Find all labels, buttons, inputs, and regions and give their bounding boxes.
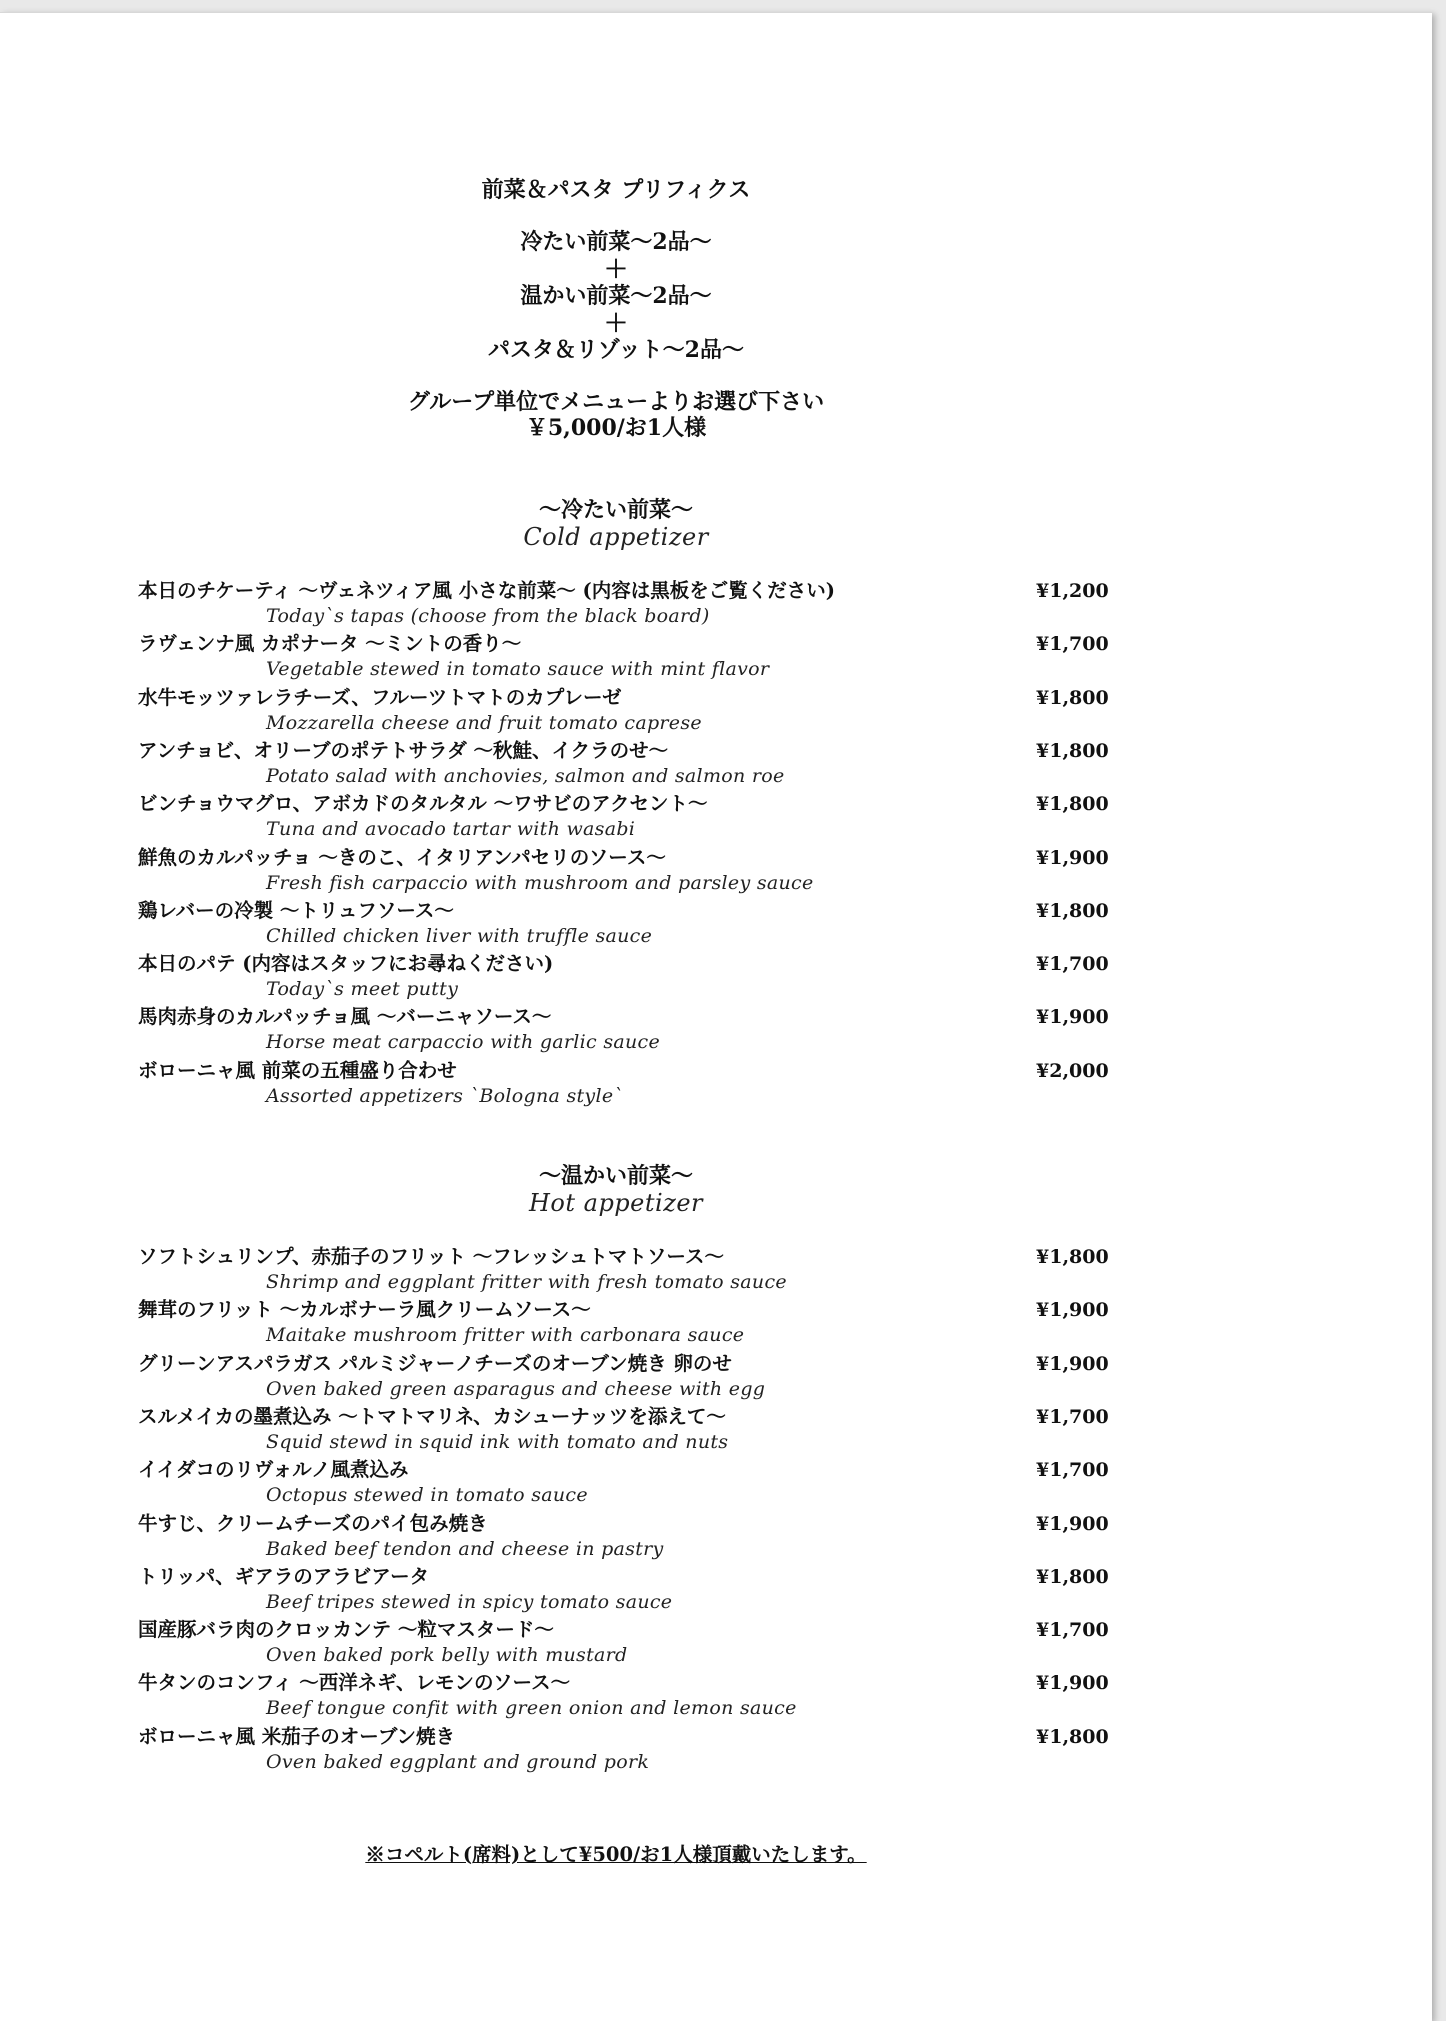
menu-item <box>138 1351 1109 1404</box>
menu-item-english: Beef tripes stewed in spicy tomato sauce <box>266 1590 673 1613</box>
menu-item-name: イイダコのリヴォルノ風煮込み <box>138 1458 409 1482</box>
menu-item <box>138 685 1109 738</box>
menu-item-name: スルメイカの墨煮込み ～トマトマリネ、カシューナッツを添えて～ <box>138 1404 726 1428</box>
menu-item-price: ¥1,800 <box>1036 686 1109 709</box>
menu-item-english: Baked beef tendon and cheese in pastry <box>266 1537 664 1560</box>
menu-item-english: Today`s tapas (choose from the black board) <box>266 605 710 627</box>
menu-item <box>138 791 1109 844</box>
menu-item-english: Squid stewd in squid ink with tomato and nuts <box>266 1430 729 1453</box>
menu-item-name: 国産豚バラ肉のクロッカンテ ～粒マスタード～ <box>138 1618 554 1642</box>
menu-item-name: アンチョビ、オリーブのポテトサラダ ～秋鮭、イクラのせ～ <box>138 738 669 762</box>
menu-item-price: ¥1,900 <box>1036 1672 1109 1695</box>
menu-item-name: 本日のチケーティ ～ヴェネツィア風 小さな前菜～ (内容は黒板をご覧ください) <box>138 579 835 602</box>
menu-item-english: Octopus stewed in tomato sauce <box>266 1484 588 1507</box>
cover-charge-note: ※コペルト(席料)として¥500/お1人様頂戴いたします。 <box>365 1843 867 1866</box>
menu-item-price: ¥1,700 <box>1036 1405 1109 1428</box>
menu-item-english: Today`s meet putty <box>266 978 459 1001</box>
menu-item-price: ¥1,800 <box>1036 1725 1109 1748</box>
menu-item-english: Oven baked pork belly with mustard <box>266 1644 628 1667</box>
menu-item-price: ¥1,700 <box>1036 1459 1109 1482</box>
course-price: ￥5,000/お1人様 <box>525 415 707 441</box>
cold-section-subtitle: Cold appetizer <box>523 523 709 551</box>
menu-item-name: 本日のパテ (内容はスタッフにお尋ねください) <box>138 952 554 976</box>
menu-item-price: ¥1,700 <box>1036 633 1109 656</box>
menu-item-name: ボローニャ風 前菜の五種盛り合わせ <box>138 1058 457 1082</box>
menu-item-name: 牛タンのコンフィ ～西洋ネギ、レモンのソース～ <box>138 1671 571 1695</box>
menu-item-price: ¥1,900 <box>1036 1006 1109 1029</box>
cold-section-title: ～冷たい前菜～ <box>538 497 693 523</box>
menu-item-name: グリーンアスパラガス パルミジャーノチーズのオーブン焼き 卵のせ <box>138 1351 732 1375</box>
menu-item-price: ¥1,700 <box>1036 1619 1109 1642</box>
menu-item-name: ボローニャ風 米茄子のオーブン焼き <box>138 1724 456 1748</box>
menu-item <box>138 1670 1109 1723</box>
course-line-cold: 冷たい前菜～2品～ <box>520 229 712 255</box>
menu-item-price: ¥1,900 <box>1036 1299 1109 1322</box>
menu-item-english: Vegetable stewed in tomato sauce with mint flavor <box>266 658 770 681</box>
menu-item-price: ¥1,900 <box>1036 846 1109 869</box>
menu-item <box>138 1404 1109 1457</box>
menu-item <box>138 631 1109 684</box>
menu-item-name: 馬肉赤身のカルパッチョ風 ～バーニャソース～ <box>138 1005 552 1029</box>
menu-item <box>138 1617 1109 1670</box>
menu-item-price: ¥1,800 <box>1036 1246 1109 1268</box>
course-line-pasta: パスタ＆リゾット～2品～ <box>488 337 744 363</box>
menu-item <box>138 578 1109 631</box>
menu-item <box>138 1004 1109 1057</box>
menu-item-name: 牛すじ、クリームチーズのパイ包み焼き <box>138 1511 488 1535</box>
menu-item <box>138 1564 1109 1617</box>
menu-item-english: Maitake mushroom fritter with carbonara sauce <box>266 1324 745 1347</box>
menu-item-english: Beef tongue confit with green onion and lemon sauce <box>266 1697 797 1720</box>
hot-section-title: ～温かい前菜～ <box>538 1163 693 1189</box>
menu-item-name: 水牛モッツァレラチーズ、フルーツトマトのカプレーゼ <box>138 685 622 709</box>
plus-sign-1: ＋ <box>604 254 628 283</box>
menu-item-price: ¥1,800 <box>1036 899 1109 922</box>
menu-item-price: ¥1,900 <box>1036 1512 1109 1535</box>
menu-item-name: 鶏レバーの冷製 ～トリュフソース～ <box>138 898 454 922</box>
menu-page <box>0 12 1432 2021</box>
menu-item-english: Chilled chicken liver with truffle sauce <box>266 924 653 947</box>
menu-item <box>138 738 1109 791</box>
menu-item-name: ビンチョウマグロ、アボカドのタルタル ～ワサビのアクセント～ <box>138 792 708 816</box>
menu-item <box>138 1511 1109 1564</box>
menu-item <box>138 951 1109 1004</box>
menu-item-english: Fresh fish carpaccio with mushroom and parsley sauce <box>266 871 814 894</box>
menu-item-english: Mozzarella cheese and fruit tomato caprese <box>266 711 702 734</box>
menu-item-name: 鮮魚のカルパッチョ ～きのこ、イタリアンパセリのソース～ <box>138 845 666 869</box>
menu-item <box>138 1244 1109 1297</box>
menu-item-price: ¥1,800 <box>1036 793 1109 816</box>
menu-item <box>138 1724 1109 1777</box>
menu-item-english: Horse meat carpaccio with garlic sauce <box>266 1031 661 1054</box>
menu-item-price: ¥1,700 <box>1036 953 1109 976</box>
menu-item-name: ラヴェンナ風 カポナータ ～ミントの香り～ <box>138 632 522 656</box>
menu-item-english: Assorted appetizers `Bologna style` <box>266 1084 624 1107</box>
menu-item <box>138 845 1109 898</box>
menu-item-english: Oven baked eggplant and ground pork <box>266 1750 650 1773</box>
menu-item <box>138 1457 1109 1510</box>
menu-item-english: Oven baked green asparagus and cheese with egg <box>266 1377 766 1400</box>
menu-item-name: トリッパ、ギアラのアラビアータ <box>138 1564 430 1588</box>
menu-item-price: ¥2,000 <box>1036 1059 1109 1082</box>
hot-section-subtitle: Hot appetizer <box>528 1189 704 1217</box>
menu-item <box>138 898 1109 951</box>
menu-item <box>138 1058 1109 1111</box>
menu-item-name: ソフトシュリンプ、赤茄子のフリット ～フレッシュトマトソース～ <box>138 1245 724 1268</box>
menu-item-price: ¥1,800 <box>1036 739 1109 762</box>
menu-item-price: ¥1,900 <box>1036 1352 1109 1375</box>
menu-item-english: Tuna and avocado tartar with wasabi <box>266 818 636 841</box>
menu-item-name: 舞茸のフリット ～カルボナーラ風クリームソース～ <box>138 1298 591 1322</box>
menu-title: 前菜＆パスタ プリフィクス <box>481 177 751 203</box>
selection-instruction: グループ単位でメニューよりお選び下さい <box>407 389 825 415</box>
menu-item-price: ¥1,200 <box>1036 580 1109 602</box>
menu-item-price: ¥1,800 <box>1036 1565 1109 1588</box>
menu-item <box>138 1297 1109 1350</box>
course-line-hot: 温かい前菜～2品～ <box>520 283 712 309</box>
plus-sign-2: ＋ <box>604 308 628 337</box>
menu-item-english: Potato salad with anchovies, salmon and salmon roe <box>266 764 785 787</box>
menu-item-english: Shrimp and eggplant fritter with fresh tomato sauce <box>266 1271 787 1293</box>
